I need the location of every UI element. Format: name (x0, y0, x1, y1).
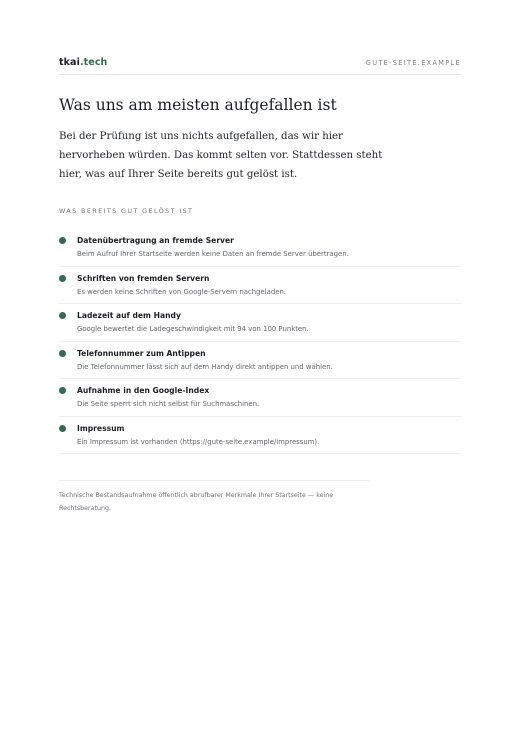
item-description: Es werden keine Schriften von Google-Servern nachgeladen. (77, 287, 287, 296)
strengths-list (59, 229, 461, 454)
bullet-dot-icon (59, 387, 66, 394)
page-header (59, 56, 461, 75)
bullet-dot-icon (59, 275, 66, 282)
item-description: Die Telefonnummer lässt sich auf dem Handy direkt antippen und wählen. (77, 362, 333, 371)
list-item (59, 267, 461, 305)
list-item (59, 342, 461, 380)
list-item (59, 229, 461, 267)
bullet-dot-icon (59, 312, 66, 319)
list-item (59, 304, 461, 342)
bullet-dot-icon (59, 425, 66, 432)
item-description: Ein Impressum ist vorhanden (https://gute-seite.example/impressum). (77, 437, 320, 446)
site-domain: GUTE-SEITE.EXAMPLE (365, 59, 461, 67)
brand-logo[interactable] (59, 57, 107, 68)
intro-text: Bei der Prüfung ist uns nichts aufgefallen, das wir hier hervorheben würden. Das kommt selten vor. Stattdessen steht hier, was auf Ihrer Seite bereits gut gelöst ist. (59, 131, 383, 180)
section-label: WAS BEREITS GUT GELÖST IST (59, 207, 194, 215)
footer-note: Technische Bestandsaufnahme öffentlich abrufbarer Merkmale Ihrer Startseite — keine Rechtsberatung. (59, 492, 334, 512)
item-title: Datenübertragung an fremde Server (77, 236, 234, 245)
footer-divider (59, 480, 369, 481)
list-item (59, 379, 461, 417)
logo-accent-text: .tech (79, 57, 108, 68)
item-title: Aufnahme in den Google-Index (77, 386, 210, 395)
list-item (59, 417, 461, 455)
item-title: Ladezeit auf dem Handy (77, 311, 181, 320)
item-title: Schriften von fremden Servern (77, 273, 210, 283)
item-description: Die Seite sperrt sich nicht selbst für Suchmaschinen. (77, 400, 260, 408)
page-title: Was uns am meisten aufgefallen ist (59, 96, 337, 114)
item-title: Impressum (77, 423, 125, 433)
logo-text: tkai (59, 57, 80, 68)
item-title: Telefonnummer zum Antippen (77, 348, 206, 358)
bullet-dot-icon (59, 350, 66, 357)
item-description: Google bewertet die Ladegeschwindigkeit mit 94 von 100 Punkten. (77, 325, 309, 333)
item-description: Beim Aufruf Ihrer Startseite werden keine Daten an fremde Server übertragen. (77, 250, 349, 258)
bullet-dot-icon (59, 237, 66, 244)
